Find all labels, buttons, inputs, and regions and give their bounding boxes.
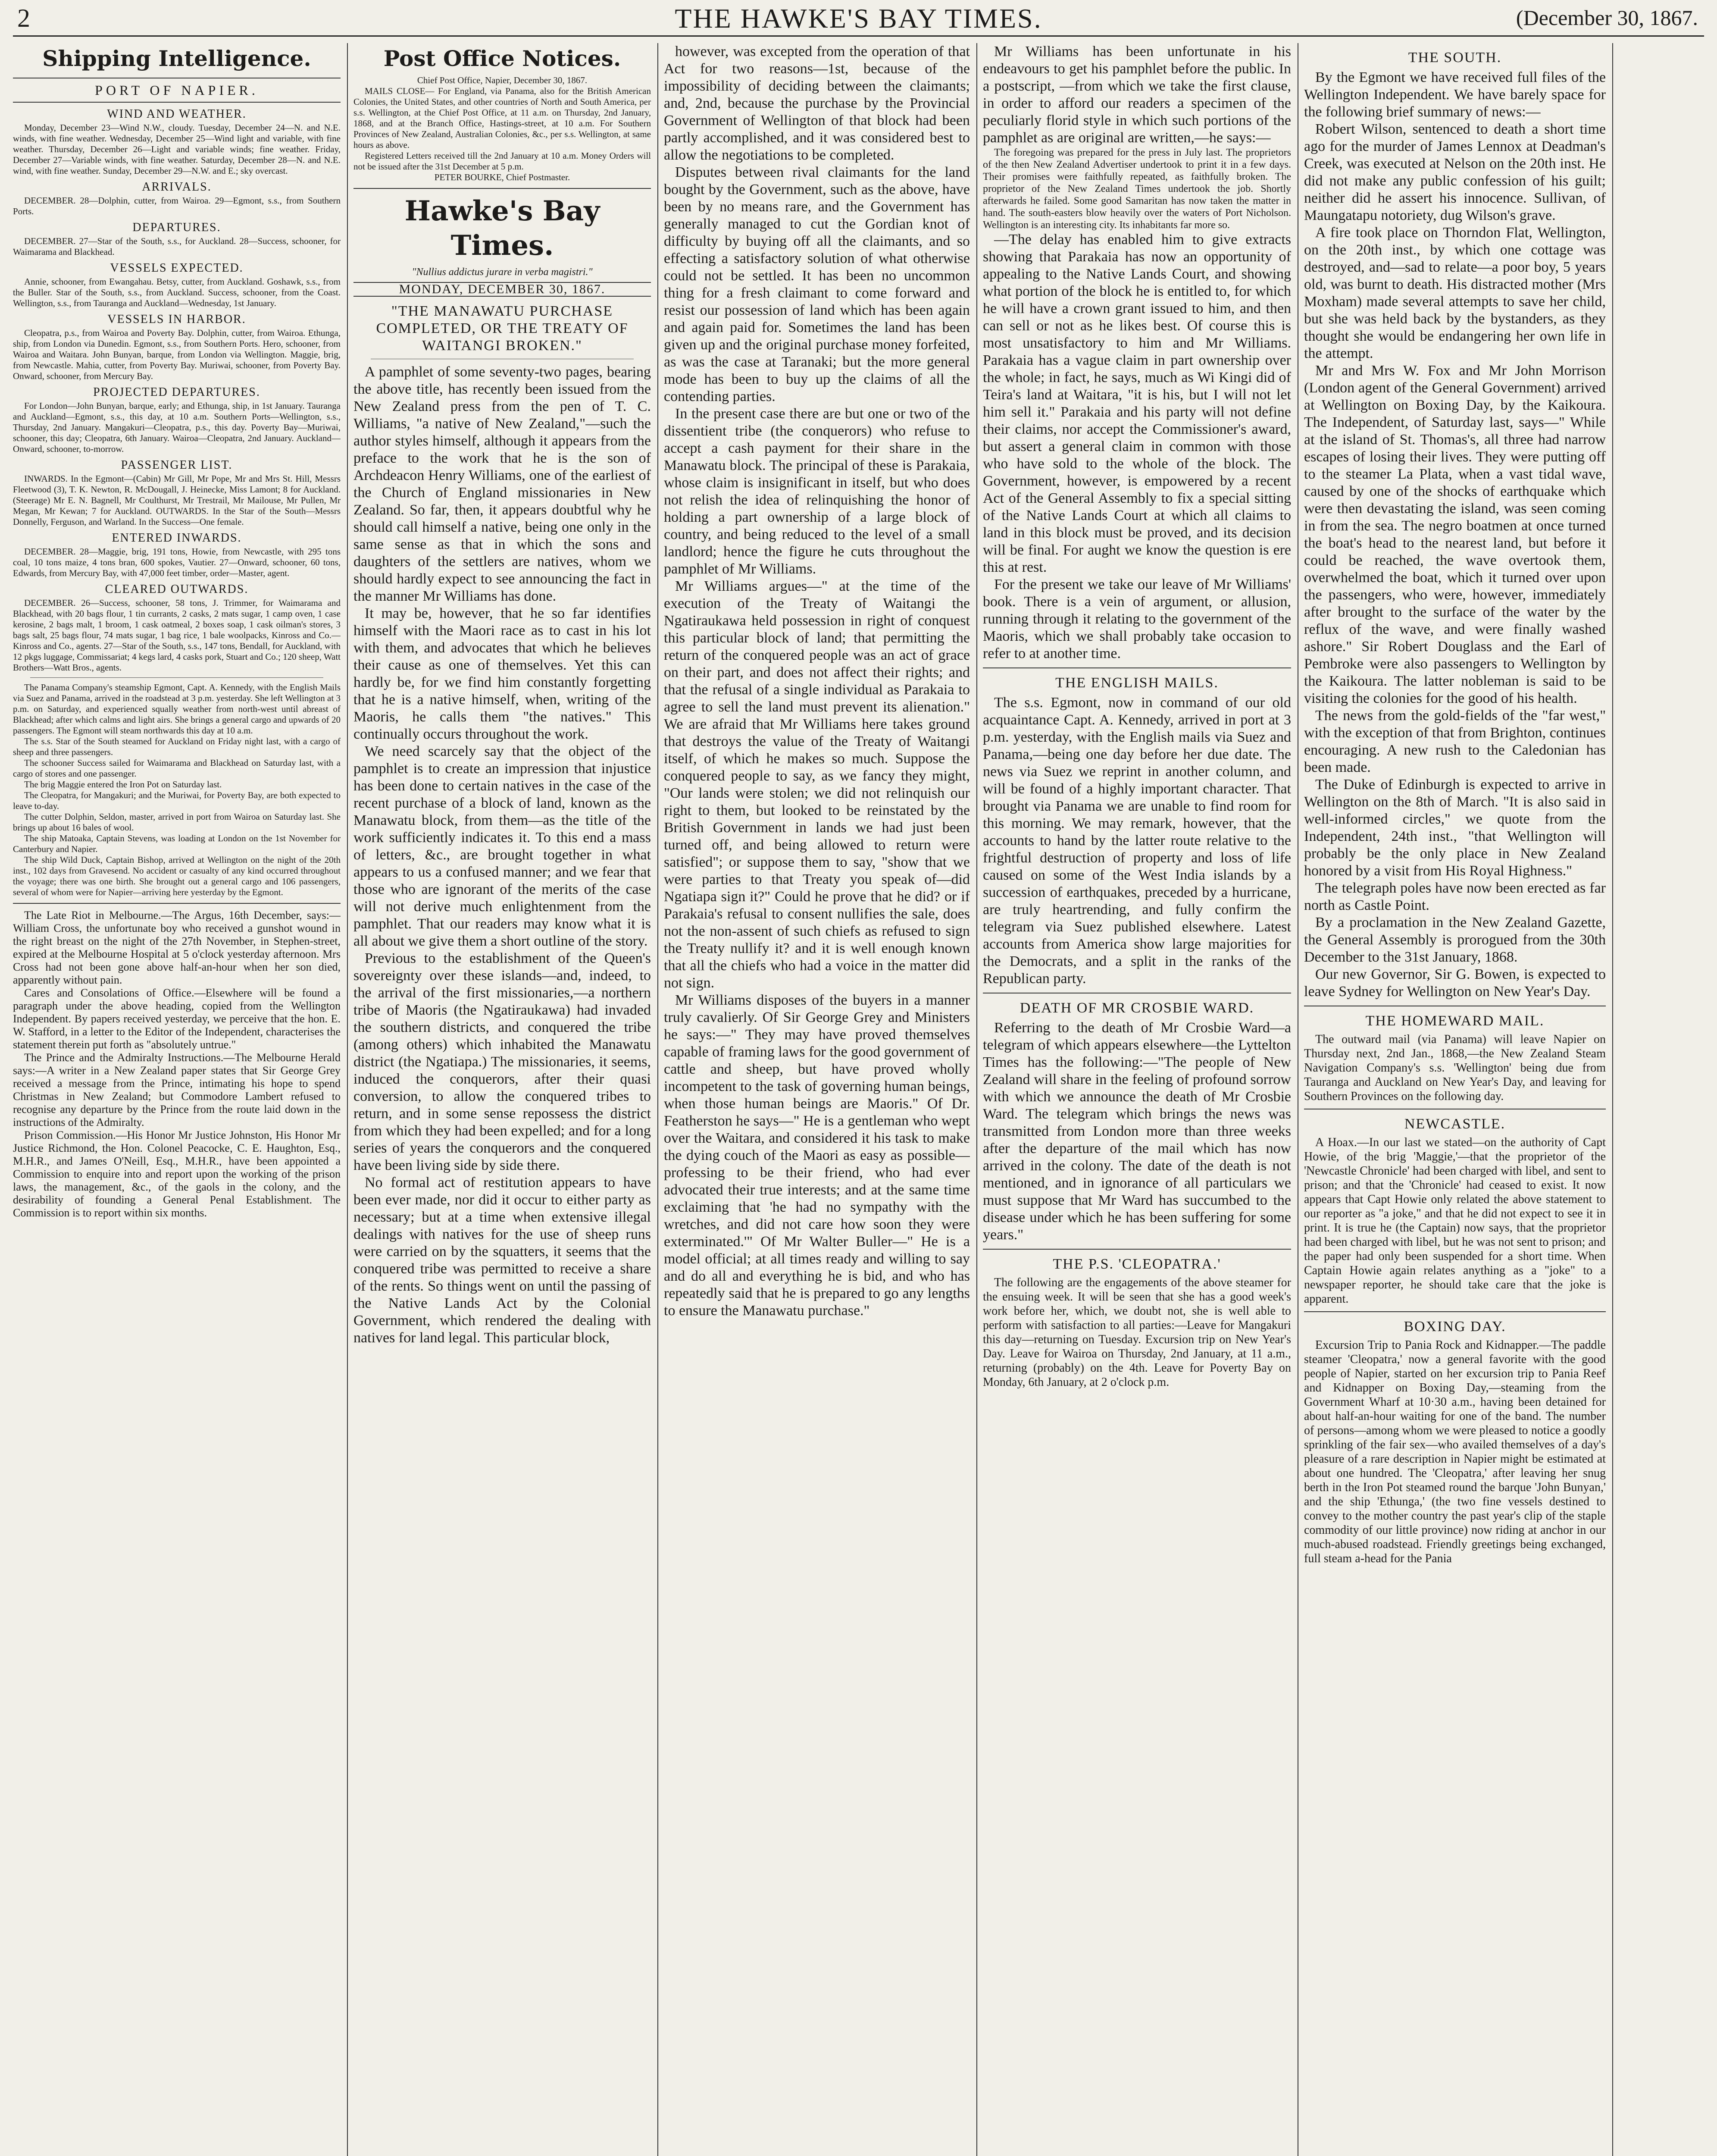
departures-text: DECEMBER. 27—Star of the South, s.s., for Auckland. 28—Success, schooner, for Waimarama and Blackhead. <box>13 236 341 257</box>
leader-paragraph: Mr Williams disposes of the buyers in a manner truly cavalierly. Of Sir George Grey and Ministers he says:—" They may have proved themselves capable of framing laws for the good government of cattle and sheep, but have proved wholly incompetent to the task of governing human beings, when those human beings are Maoris." Of Dr. Featherston he says—" He is a gentleman who wept over the Waitara, and considered it his task to make the dying couch of the Maori as easy as possible—professing to be their friend, who had ever advocated their true interests; and at the same time exclaiming that 'he had no sympathy with the wretches, and did not care how soon they were exterminated.'" Of Mr Walter Buller—" He is a model official; at all times ready and willing to say and do all and everything he is bid, and who has repeatedly said that he is prepared to go any lengths to ensure the Manawatu purchase." <box>664 992 970 1319</box>
post-office-sub: Chief Post Office, Napier, December 30, 1867. <box>417 75 588 85</box>
leader-paragraph: It may be, however, that he so far identifies himself with the Maori race as to cast in his lot with them, and advocates that which he believes their cause as one of themselves. Yet this can hardly be, for we find him constantly forgetting that he is a native himself, when, writing of the Maoris, he calls them "the natives." This continually occurs throughout the work. <box>353 605 651 742</box>
south-paragraph: A fire took place on Thorndon Flat, Wellington, on the 20th inst., by which one cottage was destroyed, and—sad to relate—a poor boy, 5 years old, was burnt to death. His distracted mother (Mrs Moxham) made several attempts to save her child, but she was held back by the bystanders, as they thought she would be endangering her own life in the attempt. <box>1304 225 1606 361</box>
port-heading: PORT OF NAPIER. <box>95 82 259 98</box>
post-office-heading: Post Office Notices. <box>383 46 621 71</box>
column-rule <box>657 43 658 2156</box>
newcastle-heading: NEWCASTLE. <box>1404 1116 1506 1132</box>
leader-paragraph: In the present case there are but one or two of the dissentient tribe (the conquerors) who refuse to accept a cash payment for their share in the Manawatu block. The principal of these is Parakaia, whose claim is insignificant in itself, but who does not relish the idea of relinquishing the honor of holding a part ownership of a large block of country, and being reduced to the level of a small landlord; hence the figure he cuts throughout the pamphlet of Mr Williams. <box>664 406 970 577</box>
column-post-office-leader <box>353 43 651 2156</box>
leader-paragraph: Disputes between rival claimants for the land bought by the Government, such as the above, have been by no means rare, and the Government has generally managed to cut the Gordian knot of difficulty by buying off all the claimants, and so effecting a satisfactory solution of what otherwise could not be settled. It has been no uncommon thing for a fresh claimant to come forward and resist our possession of land which has been again and again paid for. Sometimes the land has been given up and the original purchase money forfeited, as was the case at Taranaki; but the more general mode has been to buy up the claims of all the contending parties. <box>664 164 970 404</box>
south-paragraph: The telegraph poles have now been erected as far north as Castle Point. <box>1304 880 1606 913</box>
entered-text: DECEMBER. 28—Maggie, brig, 191 tons, Howie, from Newcastle, with 295 tons coal, 10 tons maize, 4 tons bran, 600 spokes, Vautier. 27—Onward, schooner, 60 tons, Edwards, from Mercury Bay, with 47,000 feet timber, order—Master, agent. <box>13 546 341 578</box>
postmaster-signature: PETER BOURKE, Chief Postmaster. <box>434 172 570 182</box>
column-rule <box>976 43 977 2156</box>
shipping-news: The s.s. Star of the South steamed for Auckland on Friday night last, with a cargo of sheep and three passengers. <box>13 736 341 757</box>
prince-paragraph: The Prince and the Admiralty Instructions.—The Melbourne Herald says:—A writer in a New Zealand paper states that Sir George Grey received a message from the Prince, intimating his hope to spend Christmas in New Zealand; but Commodore Lambert refused to recognise any departure by the Prince from the route laid down in the instructions of the Admiralty. <box>13 1051 341 1128</box>
wind-text: Monday, December 23—Wind N.W., cloudy. Tuesday, December 24—N. and N.E. winds, with fine weather. Wednesday, December 25—Wind light and variable, with fine weather. Thursday, December 26—Light and variable winds; fine weather. Friday, December 27—Variable winds, with fine weather. Saturday, December 28—N. and N.E. wind, with fine weather. Sunday, December 29—N.W. and E.; sky overcast. <box>13 122 341 176</box>
harbor-text: Cleopatra, p.s., from Wairoa and Poverty Bay. Dolphin, cutter, from Wairoa. Ethunga, ship, from London via Dunedin. Egmont, s.s., from Southern Ports. Hero, schooner, from Wairoa and Waitara. John Bunyan, barque, from London via Wellington. Maggie, brig, from Newcastle. Mahia, cutter, from Poverty Bay. Muriwai, schooner, from Poverty Bay. Onward, schooner, from Mercury Bay. <box>13 328 341 381</box>
south-paragraph: Mr and Mrs W. Fox and Mr John Morrison (London agent of the General Government) arrived at Wellington on Boxing Day, by the Kaikoura. The Independent, of Saturday last, says—" While at the island of St. Thomas's, all three had narrow escapes of losing their lives. They were putting off to the steamer La Plata, when a vast tidal wave, caused by one of the shocks of earthquake which were then devastating the island, was seen coming in from the sea. The negro boatmen at once turned the boat's head to the nearest land, but before it could be reached, the wave overtook them, overwhelmed the boat, which it turned over upon the passengers, who were, however, immediately after brought to the surface of the water by the reflux of the wave, and were finally washed ashore." Sir Robert Douglass and the Earl of Pembroke were also passengers to Wellington by the Kaikoura. The latter nobleman is said to be visiting the colonies for the good of his health. <box>1304 363 1606 706</box>
english-mails-text: The s.s. Egmont, now in command of our old acquaintance Capt. A. Kennedy, arrived in port at 3 p.m. yesterday, with the English mails via Suez and Panama,—being one day before her due date. The news via Suez we reprint in another column, and will be found of a highly important character. That brought via Panama we are unable to find room for this morning. We may remark, however, that the accounts to hand by the latter route relative to the frightful destruction of property and loss of life caused on some of the West India islands by a succession of earthquakes, preceded by a hurricane, are truly heartrending, and fully confirm the telegram via Suez published elsewhere. Latest accounts from America show large majorities for the Democrats, and a split in the ranks of the Republican party. <box>983 695 1291 987</box>
south-paragraph: Robert Wilson, sentenced to death a short time ago for the murder of James Lennox at Deadman's Creek, was executed at Nelson on the 20th inst. He did not make any public confession of his guilt; neither did he assert his innocence. Sullivan, of Maungatapu notoriety, dug Wilson's grave. <box>1304 121 1606 223</box>
newspaper-page <box>13 0 1704 2156</box>
south-heading: THE SOUTH. <box>1408 50 1502 66</box>
column-rule <box>347 43 348 2156</box>
south-paragraph: Our new Governor, Sir G. Bowen, is expected to leave Sydney for Wellington on New Year's Day. <box>1304 966 1606 1000</box>
leader-paragraph: Previous to the establishment of the Queen's sovereignty over these islands—and, indeed, to the arrival of the first missionaries,—a northern tribe of Maoris (the Ngatiraukawa) had invaded the southern districts, and conquered the tribe (among others) which inhabited the Manawatu district (the Ngatiapa.) The missionaries, it seems, induced the conquerors, after their quasi conversion, to allow the conquered tribes to return, and in some sense repossess the district from which they had been expelled; and for a long series of years the conquerors and the conquered have been living side by side there. <box>353 950 651 1173</box>
leader-title: "THE MANAWATU PURCHASE COMPLETED, OR THE TREATY OF WAITANGI BROKEN." <box>376 303 629 354</box>
projected-heading: PROJECTED DEPARTURES. <box>93 385 260 399</box>
death-text: Referring to the death of Mr Crosbie Ward—a telegram of which appears elsewhere—the Lyttelton Times has the following:—"The people of New Zealand will share in the feeling of profound sorrow with which we announce the death of Mr Crosbie Ward. The telegram which brings the news was transmitted from London more than three weeks after the departure of the mail which has now arrived in the colony. The date of the death is not mentioned, and in ignorance of all particulars we must suppose that Mr Ward has succumbed to the disease under which he has been suffering for some years." <box>983 1020 1291 1243</box>
death-heading: DEATH OF MR CROSBIE WARD. <box>1020 1000 1254 1016</box>
column-news <box>983 43 1291 2156</box>
masthead <box>13 0 1704 37</box>
shipping-news: The cutter Dolphin, Seldon, master, arrived in port from Wairoa on Saturday last. She brings up about 16 bales of wool. <box>13 812 341 833</box>
column-edge <box>1619 43 1703 2156</box>
leader-paragraph: however, was excepted from the operation of that Act for two reasons—1st, because of the impossibility of deciding between the claimants; and, 2nd, because the purchase by the Provincial Government of Wellington of that block had been partly accomplished, and it was considered best to allow the negotiations to be completed. <box>664 44 970 163</box>
column-rule <box>1612 43 1613 2156</box>
homeward-text: The outward mail (via Panama) will leave Napier on Thursday next, 2nd Jan., 1868,—the New Zealand Steam Navigation Company's s.s. 'Wellington' being due from Tauranga and Auckland on New Year's Day, and leaving for Southern Provinces on the following day. <box>1304 1033 1606 1103</box>
south-paragraph: The Duke of Edinburgh is expected to arrive in Wellington on the 8th of March. "It is also said in well-informed circles," we quote from the Independent, 24th inst., "that Wellington will probably be the only place in New Zealand honored by a visit from His Royal Highness." <box>1304 777 1606 879</box>
shipping-news: The ship Wild Duck, Captain Bishop, arrived at Wellington on the night of the 20th inst., 102 days from Gravesend. No accident or casualty of any kind occurred throughout the voyage; there was one birth. She brought out a general cargo and 106 passengers, several of whom were for Napier—arriving here yesterday by the Egmont. <box>13 855 341 897</box>
paper-motto: "Nullius addictus jurare in verba magistri." <box>412 266 593 278</box>
expected-heading: VESSELS EXPECTED. <box>110 261 244 275</box>
shipping-news: The brig Maggie entered the Iron Pot on Saturday last. <box>24 779 222 790</box>
passenger-heading: PASSENGER LIST. <box>121 458 233 472</box>
leader-paragraph: Mr Williams has been unfortunate in his endeavours to get his pamphlet before the public. In a postscript, —from which we take the first clause, in order to afford our readers a specimen of the peculiarly florid style in which such portions of the pamphlet as are original are written,—he says:— <box>983 44 1291 146</box>
cleared-heading: CLEARED OUTWARDS. <box>105 583 249 596</box>
prison-paragraph: Prison Commission.—His Honor Mr Justice Johnston, His Honor Mr Justice Richmond, the Hon. Colonel Peacocke, C. E. Haughton, Esq., M.H.R., and James O'Neill, Esq., M.H.R., have been appointed a Commission to enquire into and report upon the working of the prison laws, the management, &c., of the gaols in the colony, and the desirability of founding a General Penal Establishment. The Commission is to report within six months. <box>13 1129 341 1219</box>
south-paragraph: The news from the gold-fields of the "far west," with the exception of that from Brighton, continues encouraging. A new rush to the Caledonian has been made. <box>1304 708 1606 775</box>
cleopatra-text: The following are the engagements of the above steamer for the ensuing week. It will be seen that she has a good week's work before her, which, we doubt not, she is well able to perform with satisfaction to all parties:—Leave for Mangakuri this day—returning on Tuesday. Excursion trip on New Year's Day. Leave for Wairoa on Thursday, 2nd January, at 11 a.m., returning (probably) on the 4th. Leave for Poverty Bay on Monday, 6th January, at 2 o'clock p.m. <box>983 1276 1291 1389</box>
leader-paragraph: —The delay has enabled him to give extracts showing that Parakaia has now an opportunity of appealing to the Native Lands Court, and showing what portion of the block he is entitled to, for which he will have a crown grant issued to him, and then can sell or not as he likes best. Of course this is most unsatisfactory to him and Mr Williams. Parakaia has a vague claim in part ownership over the whole; in fact, he says, much as Wi Kingi did of Teira's land at Waitara, "it is his, but I will not let him sell it." Parakaia and his party will not define their claims, nor accept the Commissioner's award, but assert a general claim in common with those who have sold to the whole of the block. The Government, however, is empowered by a recent Act of the General Assembly to fix a special sitting of the Native Lands Court at which all claims to land in this block must be proved, and its decision will be final. For aught we know the question is ere this at rest. <box>983 232 1291 575</box>
homeward-heading: THE HOMEWARD MAIL. <box>1365 1013 1545 1029</box>
leader-paragraph: A pamphlet of some seventy-two pages, bearing the above title, has recently been issued from the New Zealand press from the pen of T. C. Williams, "a native of New Zealand,"—such the author styles himself, although it appears from the preface to the work that he is the son of Archdeacon Henry Williams, one of the earliest of the Church of England missionaries in New Zealand. So far, then, it appears doubtful why he should call himself a native, being one only in the same sense as that in which the sons and daughters of the settlers are natives, whom we should hardly expect to see announcing the fact in the manner Mr Williams has done. <box>353 364 651 604</box>
cleared-text: DECEMBER. 26—Success, schooner, 58 tons, J. Trimmer, for Waimarama and Blackhead, with 20 bags flour, 1 tin currants, 2 casks, 2 mats sugar, 1 camp oven, 1 case kerosine, 2 bags malt, 1 broom, 1 cask oatmeal, 2 boxes soap, 1 cask oilman's stores, 3 bags salt, 25 bags flour, 74 mats sugar, 1 bag rice, 1 bale woolpacks, Kinross and Co.—Kinross and Co., agents. 27—Star of the South, s.s., 147 tons, Bendall, for Auckland, with 12 pkgs luggage, Commissariat; 4 kegs lard, 4 casks pork, Stuart and Co.; 120 sheep, Watt Brothers—Watt Bros., agents. <box>13 598 341 673</box>
riot-paragraph: The Late Riot in Melbourne.—The Argus, 16th December, says:—William Cross, the unfortunate boy who received a gunshot wound in the right breast on the night of the 27th November, in Stephen-street, expired at the Melbourne Hospital at 5 o'clock yesterday afternoon. Mrs Cross had not been gone above half-an-hour when her son died, apparently without pain. <box>13 909 341 986</box>
leader-paragraph: For the present we take our leave of Mr Williams' book. There is a vein of argument, or allusion, running through it relating to the government of the Maoris, which we shall probably take occasion to refer to at another time. <box>983 577 1291 661</box>
newcastle-text: A Hoax.—In our last we stated—on the authority of Capt Howie, of the brig 'Maggie,'—that the proprietor of the 'Newcastle Chronicle' had been charged with libel, and sent to prison; and that the 'Chronicle' had ceased to exist. It now appears that Capt Howie only related the above statement to our reporter as "a joke," and that he did not expect to see it in print. It is true he (the Captain) now says, that the proprietor had been charged with libel, but he was not sent to prison; and the paper had only been suspended for a short time. When Captain Howie again relates anything as a "joke" to a newspaper reporter, he should take care that the joke is apparent. <box>1304 1136 1606 1306</box>
leader-paragraph: We need scarcely say that the object of the pamphlet is to create an impression that injustice has been done to certain natives in the case of the recent purchase of a block of land, known as the Manawatu block, from them—as the title of the work sufficiently indicates it. To this end a mass of letters, &c., are brought together in what appears to us a confused manner; and we fear that those who are ignorant of the merits of the case will not derive much enlightenment from the pamphlet. That our readers may know what it is all about we give them a short outline of the story. <box>353 743 651 949</box>
english-mails-heading: THE ENGLISH MAILS. <box>1055 675 1219 691</box>
harbor-heading: VESSELS IN HARBOR. <box>107 313 246 326</box>
registered-notice: Registered Letters received till the 2nd January at 10 a.m. Money Orders will not be issued after the 31st December at 5 p.m. <box>353 150 651 172</box>
mails-close: MAILS CLOSE— For England, via Panama, also for the British American Colonies, the United States, and other countries of North and South America, per s.s. Wellington, at the Chief Post Office, at 11 a.m. on Thursday, 2nd January, 1868, and at the Branch Office, Hastings-street, at 10 a.m. For Southern Provinces of New Zealand, Australian Colonies, &c., per s.s. Wellington, at same hours as above. <box>353 86 651 150</box>
shipping-news: The schooner Success sailed for Waimarama and Blackhead on Saturday last, with a cargo of stores and one passenger. <box>13 758 341 779</box>
arrivals-heading: ARRIVALS. <box>142 180 212 194</box>
shipping-news: The Cleopatra, for Mangakuri; and the Muriwai, for Poverty Bay, are both expected to leave to-day. <box>13 790 341 811</box>
expected-text: Annie, schooner, from Ewangahau. Betsy, cutter, from Auckland. Goshawk, s.s., from the Buller. Star of the South, s.s., from Auckland. Success, schooner, from the Coast. Wellington, s.s., from Tauranga and Auckland—Wednesday, 1st January. <box>13 276 341 308</box>
arrivals-text: DECEMBER. 28—Dolphin, cutter, from Wairoa. 29—Egmont, s.s., from Southern Ports. <box>13 195 341 216</box>
wind-heading: WIND AND WEATHER. <box>107 107 247 121</box>
projected-text: For London—John Bunyan, barque, early; and Ethunga, ship, in 1st January. Tauranga and Auckland—Egmont, s.s., this day, at 10 a.m. Southern Ports—Wellington, s.s., Thursday, 2nd January. Mangakuri—Cleopatra, p.s., this day. Poverty Bay—Muriwai, schooner, this day; Cleopatra, 6th January. Wairoa—Cleopatra, 2nd January. Auckland—Onward, schooner, to-morrow. <box>13 401 341 454</box>
paper-title: THE HAWKE'S BAY TIMES. <box>675 3 1042 34</box>
cares-paragraph: Cares and Consolations of Office.—Elsewhere will be found a paragraph under the above heading, copied from the Wellington Independent. By papers received yesterday, we perceive that the hon. E. W. Stafford, in a letter to the Editor of the Independent, characterises the statement therein put forth as "absolutely untrue." <box>13 987 341 1051</box>
shipping-news: The ship Matoaka, Captain Stevens, was loading at London on the 1st November for Canterbury and Napier. <box>13 833 341 854</box>
column-leader-continued <box>664 43 970 2156</box>
passenger-text: INWARDS. In the Egmont—(Cabin) Mr Gill, Mr Pope, Mr and Mrs St. Hill, Messrs Fleetwood (3), T. K. Newton, R. McDougall, J. Heinecke, Miss Lamont; 8 for Auckland. (Steerage) Mr E. N. Bagnell, Mr Coulthurst, Mr Trestrail, Mr Mailouse, Mr Pullen, Mr Megan, Mr Kewan; 7 for Auckland. OUTWARDS. In the Star of the South—Messrs Donnelly, Ferguson, and Warland. In the Success—One female. <box>13 473 341 527</box>
shipping-heading: Shipping Intelligence. <box>42 46 311 71</box>
leader-paragraph: No formal act of restitution appears to have been ever made, nor did it occur to either party as necessary; but at a time when extensive illegal dealings with natives for the use of sheep runs were carried on by the squatters, it seems that the conquered tribe was permitted to receive a share of the rents. So things went on until the passing of the Native Lands Act by the Colonial Government, which rendered the dealing with natives for land legal. This particular block, <box>353 1175 651 1346</box>
departures-heading: DEPARTURES. <box>132 221 221 234</box>
cleopatra-heading: THE P.S. 'CLEOPATRA.' <box>1053 1256 1221 1272</box>
boxing-heading: BOXING DAY. <box>1404 1319 1506 1335</box>
shipping-news: The Panama Company's steamship Egmont, Capt. A. Kennedy, with the English Mails via Suez and Panama, arrived in the roadstead at 3 p.m. yesterday. She left Wellington at 3 p.m. on Saturday, and experienced squally weather from north-west until abreast of Blackhead; after which calms and light airs. She brings a general cargo and upwards of 20 passengers. The Egmont will steam northwards this day at 10 a.m. <box>13 682 341 736</box>
issue-date: (December 30, 1867. <box>1516 6 1698 30</box>
page-number: 2 <box>17 4 30 32</box>
boxing-text: Excursion Trip to Pania Rock and Kidnapper.—The paddle steamer 'Cleopatra,' now a general favorite with the good people of Napier, started on her excursion trip to Pania Reef and Kidnapper on Boxing Day,—steaming from the Government Wharf at 10·30 a.m., having been detained for about half-an-hour waiting for one of the band. The number of persons—among whom we were pleased to notice a goodly sprinkling of the fair sex—who availed themselves of a day's pleasure of a rare description in Napier might be estimated at about one hundred. The 'Cleopatra,' after leaving her snug berth in the Iron Pot steamed round the barque 'John Bunyan,' and the ship 'Ethunga,' (the two fine vessels destined to convey to the mother country the past year's clip of the staple commodity of our little province) now riding at anchor in our much-abused roadstead. Friendly greetings being exchanged, full steam a-head for the Pania <box>1304 1338 1606 1565</box>
leader-paragraph: Mr Williams argues—" at the time of the execution of the Treaty of Waitangi the Ngatiraukawa held possession in right of conquest this particular block of land; that permitting the return of the conquered people was an act of grace on their part, and does not affect their rights; and that the refusal of a single individual as Parakaia to agree to sell the land must prevent its alienation." We are afraid that Mr Williams here takes ground that destroys the value of the Treaty of Waitangi itself, of which he makes so much. Suppose the conquered people to say, as we fancy they might, "Our lands were stolen; we did not relinquish our right to them, but looked to be reinstated by the British Government in lands we had just been turned off, and being allowed to return were satisfied"; or suppose them to say, "show that we were parties to that Treaty you speak of—did Ngatiapa sign it?" Could he prove that he did? or if Parakaia's refusal to consent nullifies the sale, does not the non-assent of such chiefs as refused to sign the Treaty nullify it? and it is well enough known that all the chiefs who had a voice in the matter did not sign. <box>664 578 970 991</box>
column-shipping <box>13 43 341 2156</box>
south-paragraph: By the Egmont we have received full files of the Wellington Independent. We have barely space for the following brief summary of news:— <box>1304 69 1606 120</box>
column-south <box>1304 43 1606 2156</box>
south-paragraph: By a proclamation in the New Zealand Gazette, the General Assembly is prorogued from the 30th December to the 31st January, 1868. <box>1304 915 1606 965</box>
paper-name: Hawke's Bay Times. <box>404 195 600 262</box>
leader-date: MONDAY, DECEMBER 30, 1867. <box>353 282 651 297</box>
entered-heading: ENTERED INWARDS. <box>112 531 242 545</box>
postscript-quote: The foregoing was prepared for the press in July last. The proprietors of the then New Zealand Advertiser undertook to print it in a few days. Their promises were faithfully repeated, as faithfully broken. The proprietor of the New Zealand Times undertook the job. Shortly afterwards he failed. Some good Samaritan has now taken the matter in hand. The south-easters blow heavily over the waters of Port Nicholson. Wellington is an interesting city. Its inhabitants far more so. <box>983 147 1291 231</box>
